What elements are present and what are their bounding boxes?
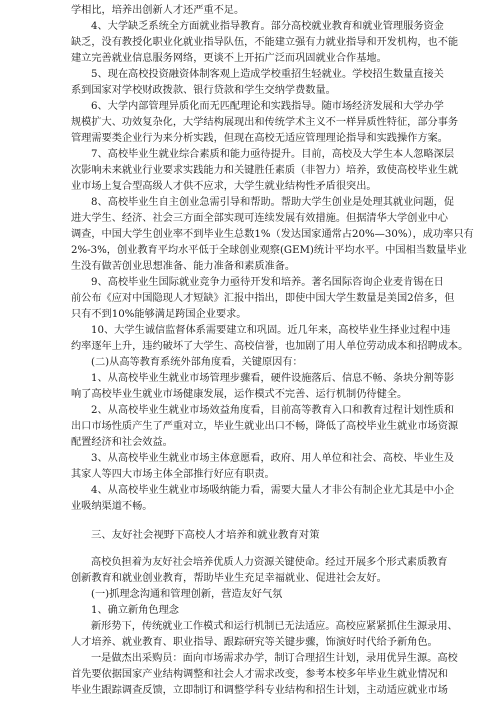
text-line: 1、从高校毕业生就业市场管理步骤看，硬件设施落后、信息不畅、条块分割等影: [91, 373, 455, 384]
section-heading: 三、友好社会视野下高校人才培养和就业教育对策: [91, 529, 320, 541]
text-line: 其家人等四大市场主体全部推行好应有职责。: [71, 469, 275, 480]
text-line: 创新教育和就业创业教育，帮助毕业生充足幸福就业、促进社会友好。: [71, 573, 387, 584]
text-line: 一是做杰出采购员：面向市场需求办学，制订合理招生计划，录用优异生源。高校: [91, 653, 458, 664]
text-line: 生没有做苦创业思想准备、能力准备和素质准备。: [71, 261, 296, 272]
text-line: 响了高校毕业生就业市场健康发展，运作模式不完善、运行机制仍待健全。: [71, 389, 408, 400]
text-line: 前公布《应对中国隐现人才短缺》汇报中指出，即使中国大学生数量是美国2倍多，但: [71, 293, 455, 304]
text-line: 规模扩大、功效复杂化，大学结构展现出和传统学术主义不一样异质性特征，部分事务: [71, 117, 459, 128]
text-line: 约率逐年上升，违约破坏了大学生、高校信誉，也加剧了用人单位劳动成本和招聘成本。: [71, 341, 469, 352]
text-line: 进大学生、经济、社会三方面全部实现可连续发展有效措施。但据清华大学创业中心: [71, 213, 448, 224]
text-line: 10、大学生诚信监督体系需要建立和巩固。近几年来，高校毕业生择业过程中违: [91, 325, 451, 336]
text-line: 8、高校毕业生自主创业急需引导和帮助。帮助大学生创业是处理其就业问题，促: [91, 197, 455, 208]
text-line: 2、从高校毕业生就业市场效益角度看，目前高等教育入口和教育过程计划性质和: [91, 405, 455, 416]
text-line: 调查，中国大学生创业率不到毕业生总数1%（发达国家通常占20%—30%），成功率只有: [71, 229, 474, 240]
text-line: 人才培养、就业教育、职业指导、跟踪研究等关键步骤，饰演好时代给予新角色。: [71, 637, 438, 648]
text-line: 配置经济和社会效益。: [71, 437, 173, 448]
text-line: 管理需要类企业行为来分析实践，但现在高校无适应管理理论指导和实践操作方案。: [71, 133, 448, 144]
text-line: (二)从高等教育系统外部角度看，关键原因有：: [91, 357, 303, 368]
text-line: 毕业生跟踪调查反馈，立即制订和调整学科专业结构和招生计划，主动适应就业市场: [71, 685, 448, 696]
text-line: 只有不到10%能够满足跨国企业要求。: [71, 309, 247, 320]
text-line: 6、大学内部管理异质化而无匹配理论和实践指导。随市场经济发展和大学办学: [91, 101, 444, 112]
text-line: 3、从高校毕业生就业市场主体意愿看，政府、用人单位和社会、高校、毕业生及: [91, 453, 455, 464]
text-line: 高校负担着为友好社会培养优质人力资源关键使命。经过开展多个形式素质教育: [91, 557, 448, 568]
text-line: 次影响未来就业行业要求实践能力和关键胜任素质（非智力）培养，致使高校毕业生就: [71, 165, 459, 176]
text-line: 4、从高校毕业生就业市场吸纳能力看，需要大量人才非公有制企业尤其是中小企: [91, 485, 455, 496]
text-line: 9、高校毕业生国际就业竞争力亟待开发和培养。著名国际咨询企业麦肯锡在日: [91, 277, 444, 288]
text-line: 系到国家对学校财政拨款、银行贷款和学生交纳学费数量。: [71, 85, 336, 96]
text-line: 缺乏，没有教授化职业化就业指导队伍，不能建立强有力就业指导和开发机构，也不能: [71, 37, 459, 48]
text-line: 业吸纳渠道不畅。: [71, 501, 153, 512]
text-line: 5、现在高校投资融资体制客观上造成学校重招生轻就业。学校招生数量直接关: [91, 69, 444, 80]
subsection-heading: (一)抓理念沟通和管理创新，营造友好气氛: [91, 589, 283, 600]
text-line: 建立完善就业信息服务网络，更谈不上开拓广泛而巩固就业合作基地。: [71, 53, 387, 64]
text-line: 业市场上复合型高级人才供不应求，大学生就业结构性矛盾很突出。: [71, 181, 377, 192]
text-line: 7、高校毕业生就业综合素质和能力亟待提升。目前，高校及大学生本人忽略深层: [91, 149, 455, 160]
text-line: 新形势下，传统就业工作模式和运行机制已无法适应。高校应紧紧抓住生源录用、: [91, 621, 458, 632]
text-line: 首先要依据国家产业结构调整和社会人才需求改变，参考本校多年毕业生就业情况和: [71, 669, 448, 680]
text-line: 出口市场性质产生了严重对立，毕业生就业出口不畅，降低了高校毕业生就业市场资源: [71, 421, 459, 432]
text-line: 4、大学缺乏系统全方面就业指导教育。部分高校就业教育和就业管理服务资金: [91, 21, 444, 32]
text-line: 学相比，培养出创新人才还严重不足。: [71, 5, 245, 16]
text-line: 2%-3%，创业教育平均水平低于全球创业观察(GEM)统计平均水平。中国相当数量毕业: [71, 245, 467, 256]
subsection-heading: 1、确立新角色理念: [91, 605, 179, 616]
